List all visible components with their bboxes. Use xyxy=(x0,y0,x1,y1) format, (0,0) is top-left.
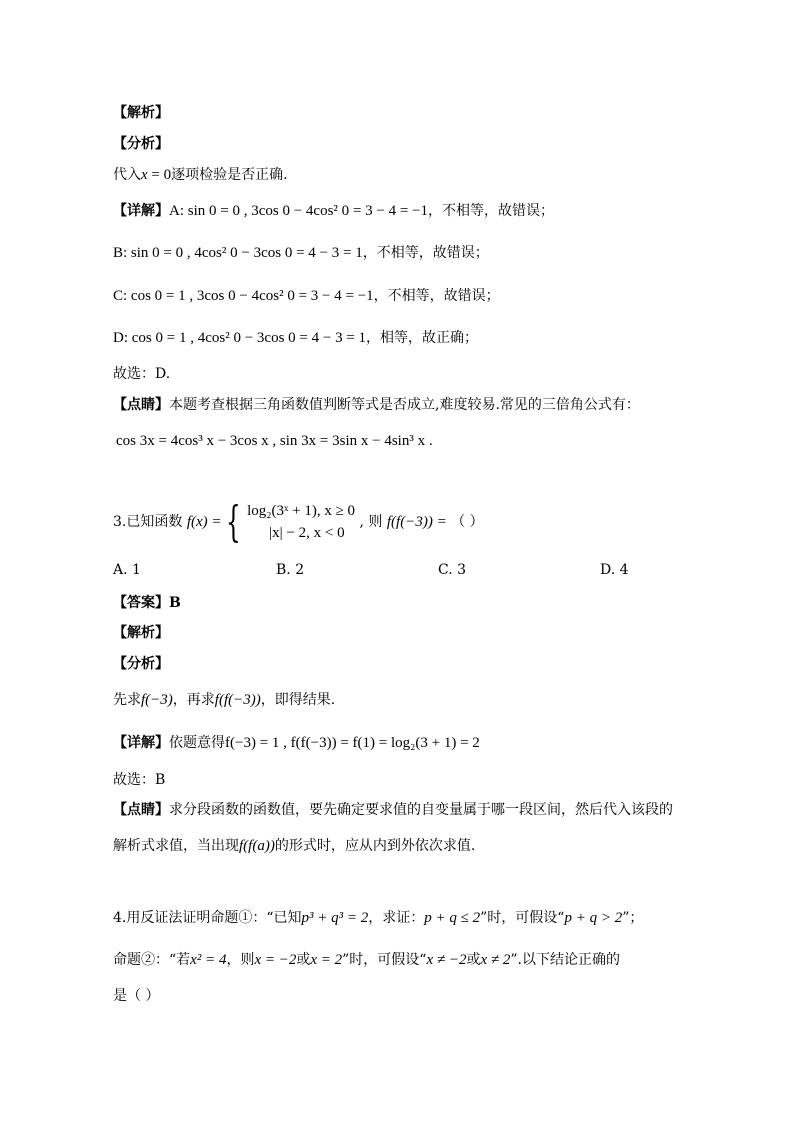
dianjing-line xyxy=(113,395,640,415)
analysis-text xyxy=(113,165,288,185)
math: f(f(−3)) = xyxy=(386,514,447,530)
math: f(x) = xyxy=(186,514,222,530)
text: 求分段函数的函数值，要先确定要求值的自变量属于哪一段区间，然后代入该段的 xyxy=(169,802,673,818)
option-a: A. 1 xyxy=(113,562,141,578)
math: C: cos 0 = 1 , 3cos 0 − 4cos² 0 = 3 − 4 = −1 xyxy=(113,288,374,304)
question-4-line-2 xyxy=(113,950,620,970)
detail-line-d xyxy=(113,328,478,348)
section-fenxi: 【分析】 xyxy=(113,656,169,672)
math: f(−3) = 1 , f(f(−3)) = f(1) = log₂(3 + 1) = 2 xyxy=(225,735,480,751)
math: f(f(a)) xyxy=(239,838,275,854)
text: 先求 xyxy=(113,692,141,708)
detail-tag: 【详解】 xyxy=(113,735,169,751)
text: ，相等，故正确； xyxy=(366,330,479,346)
question-text: （ ） xyxy=(451,514,484,530)
detail-line-c xyxy=(113,286,500,306)
text: 代入 xyxy=(113,167,141,183)
text: ，再求 xyxy=(172,692,215,708)
section-fenxi: 【分析】 xyxy=(113,136,169,152)
text: 逐项检验是否正确. xyxy=(171,167,288,183)
text: ”时，可假设“ xyxy=(480,910,565,926)
option-d: D. 4 xyxy=(600,562,629,578)
option-b: B. 2 xyxy=(276,562,305,578)
text: 依题意得 xyxy=(169,735,225,751)
analysis-text xyxy=(113,690,335,710)
text: 或 xyxy=(466,952,481,968)
section-jiexi: 【解析】 xyxy=(113,625,169,641)
question-4-line-3: 是（ ） xyxy=(113,988,160,1004)
text: ，则 xyxy=(226,952,255,968)
math: p + q > 2 xyxy=(564,910,623,926)
math: p³ + q³ = 2 xyxy=(301,910,369,926)
text: ”； xyxy=(622,910,644,926)
text: ，不相等，故错误； xyxy=(362,245,489,261)
detail-line-a xyxy=(113,201,554,221)
math: x² = 4 xyxy=(190,952,227,968)
math: f(−3) xyxy=(141,692,173,708)
math: x = 2 xyxy=(310,952,343,968)
text: 4.用反证法证明命题①：“已知 xyxy=(113,910,302,926)
case-1: log₂(3ˣ + 1), x ≥ 0 xyxy=(247,503,356,519)
option-c: C. 3 xyxy=(438,562,467,578)
math: x ≠ 2 xyxy=(480,952,511,968)
math: D: cos 0 = 1 , 4cos² 0 − 3cos 0 = 4 − 3 = 1 xyxy=(113,330,367,346)
text: ，不相等，故错误； xyxy=(428,203,554,219)
math: B: sin 0 = 0 , 4cos² 0 − 3cos 0 = 4 − 3 = 1 xyxy=(113,245,363,261)
question-4 xyxy=(113,908,643,928)
answer-choice: 故选：D. xyxy=(113,366,171,382)
section-jiexi: 【解析】 xyxy=(113,105,169,121)
text: 本题考查根据三角函数值判断等式是否成立,难度较易.常见的三倍角公式有： xyxy=(169,397,640,413)
dianjing-line-2 xyxy=(113,836,475,856)
detail-line-b xyxy=(113,243,489,263)
math: A: sin 0 = 0 , 3cos 0 − 4cos² 0 = 3 − 4 = −1 xyxy=(169,203,428,219)
answer-label: 【答案】B xyxy=(113,595,181,611)
math: = 0 xyxy=(147,167,172,183)
dianjing-tag: 【点睛】 xyxy=(113,397,169,413)
detail-line xyxy=(113,733,480,753)
question-3 xyxy=(113,497,484,546)
question-text: 3.已知函数 xyxy=(113,514,183,530)
dianjing-tag: 【点睛】 xyxy=(113,802,169,818)
detail-tag: 【详解】 xyxy=(113,203,169,219)
text: ”.以下结论正确的 xyxy=(510,952,620,968)
math: x ≠ −2 xyxy=(426,952,467,968)
text: ，即得结果. xyxy=(260,692,336,708)
left-brace-icon: { xyxy=(225,497,241,546)
math: x = −2 xyxy=(254,952,297,968)
math: p + q ≤ 2 xyxy=(424,910,481,926)
question-text: , 则 xyxy=(359,514,383,530)
answer-choice: 故选：B xyxy=(113,772,166,788)
text: 命题②：“若 xyxy=(113,952,191,968)
text: 的形式时，应从内到外依次求值. xyxy=(274,838,476,854)
math: x xyxy=(141,167,148,183)
triple-angle-formula: cos 3x = 4cos³ x − 3cos x , sin 3x = 3sin x − 4sin³ x . xyxy=(116,433,433,449)
text: ，求证： xyxy=(368,910,425,926)
math: f(f(−3)) xyxy=(214,692,261,708)
text: 或 xyxy=(296,952,311,968)
dianjing-line xyxy=(113,800,673,820)
case-2: |x| − 2, x < 0 xyxy=(269,525,345,541)
piecewise-cases xyxy=(247,500,355,544)
text: ”时，可假设“ xyxy=(342,952,427,968)
text: ，不相等，故错误； xyxy=(373,288,500,304)
text: 解析式求值，当出现 xyxy=(113,838,239,854)
